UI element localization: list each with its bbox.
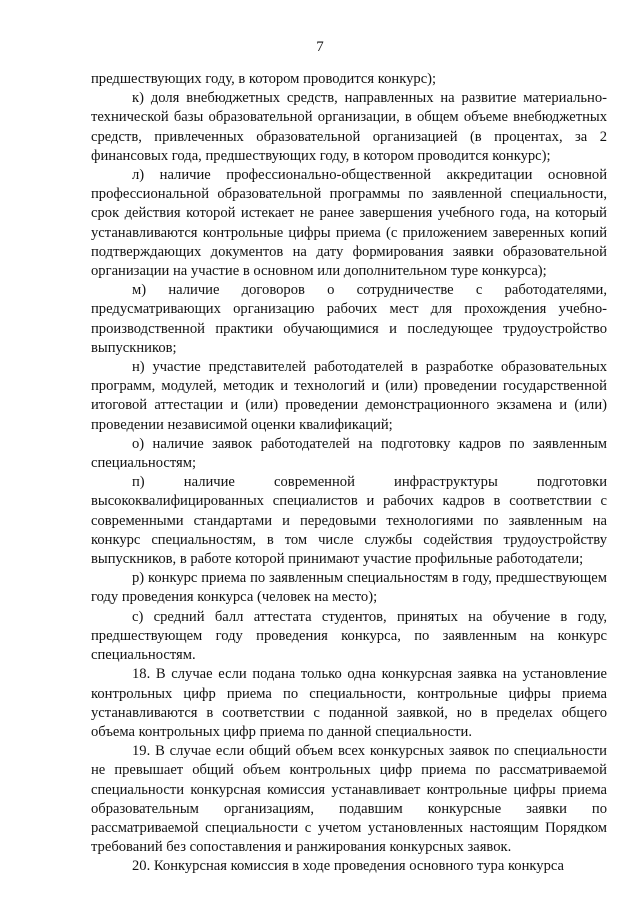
paragraph-clause-20: 20. Конкурсная комиссия в ходе проведения основного тура конкурса	[132, 858, 565, 875]
paragraph-item-n: н) участие представителей работодателей в разработке образовательных программ, модулей, методик и технологий и (или) проведении государственной итоговой аттестации и (или) проведении демонстрационного экзамена и (или) проведении независимой оценки квалификаций;	[91, 359, 607, 433]
paragraph-item-l: л) наличие профессионально-общественной аккредитации основной профессиональной образовательной программы по заявленной специальности, срок действия которой истекает не ранее завершения учебного года, на который устанавливаются контрольные цифры приема (с приложением заверенных копий подтверждающих документов на дату формирования заявки образовательной организации на участие в основном или дополнительном туре конкурса);	[91, 167, 607, 280]
paragraph-clause-19: 19. В случае если общий объем всех конкурсных заявок по специальности не превышает общий объем контрольных цифр приема по рассматриваемой специальности конкурсная комиссия устанавливает контрольные цифры приема образовательным организациям, подавшим конкурсные заявки по рассматриваемой специальности с учетом установленных настоящим Порядком требований без сопоставления и ранжирования конкурсных заявок.	[91, 743, 607, 856]
paragraph-item-p: п) наличие современной инфраструктуры подготовки высококвалифицированных специалистов и рабочих кадров в соответствии с современными стандартами и передовыми технологиями по заявленным на конкурс специальностям, в том числе службы содействия трудоустройству выпускников, в работе которой принимают участие профильные работодатели;	[91, 474, 607, 568]
paragraph-continuation: предшествующих году, в котором проводится конкурс);	[91, 71, 437, 87]
paragraph-item-o: о) наличие заявок работодателей на подготовку кадров по заявленным специальностям;	[91, 435, 607, 472]
paragraph-item-m: м) наличие договоров о сотрудничестве с работодателями, предусматривающих организацию рабочих мест для прохождения учебно-производственной практики обучающимися и последующее трудоустройство выпускников;	[91, 282, 607, 356]
paragraph-item-k: к) доля внебюджетных средств, направленных на развитие материально-технической базы образовательной организации, в общем объеме внебюджетных средств, привлеченных образовательной организацией (в процентах, за 2 финансовых года, предшествующих году, в котором проводится конкурс);	[91, 90, 607, 164]
paragraph-item-s: с) средний балл аттестата студентов, принятых на обучение в году, предшествующем году проведения конкурса, по заявленным на конкурс специальностям.	[91, 608, 607, 664]
page-number: 7	[316, 39, 324, 55]
document-body	[91, 70, 607, 877]
paragraph-clause-18: 18. В случае если подана только одна конкурсная заявка на установление контрольных цифр приема по специальности, контрольные цифры приема устанавливаются в соответствии с поданной заявкой, но в пределах общего объема контрольных цифр приема по данной специальности.	[91, 666, 607, 740]
paragraph-item-r: р) конкурс приема по заявленным специальностям в году, предшествующем году проведения конкурса (человек на место);	[91, 570, 607, 606]
